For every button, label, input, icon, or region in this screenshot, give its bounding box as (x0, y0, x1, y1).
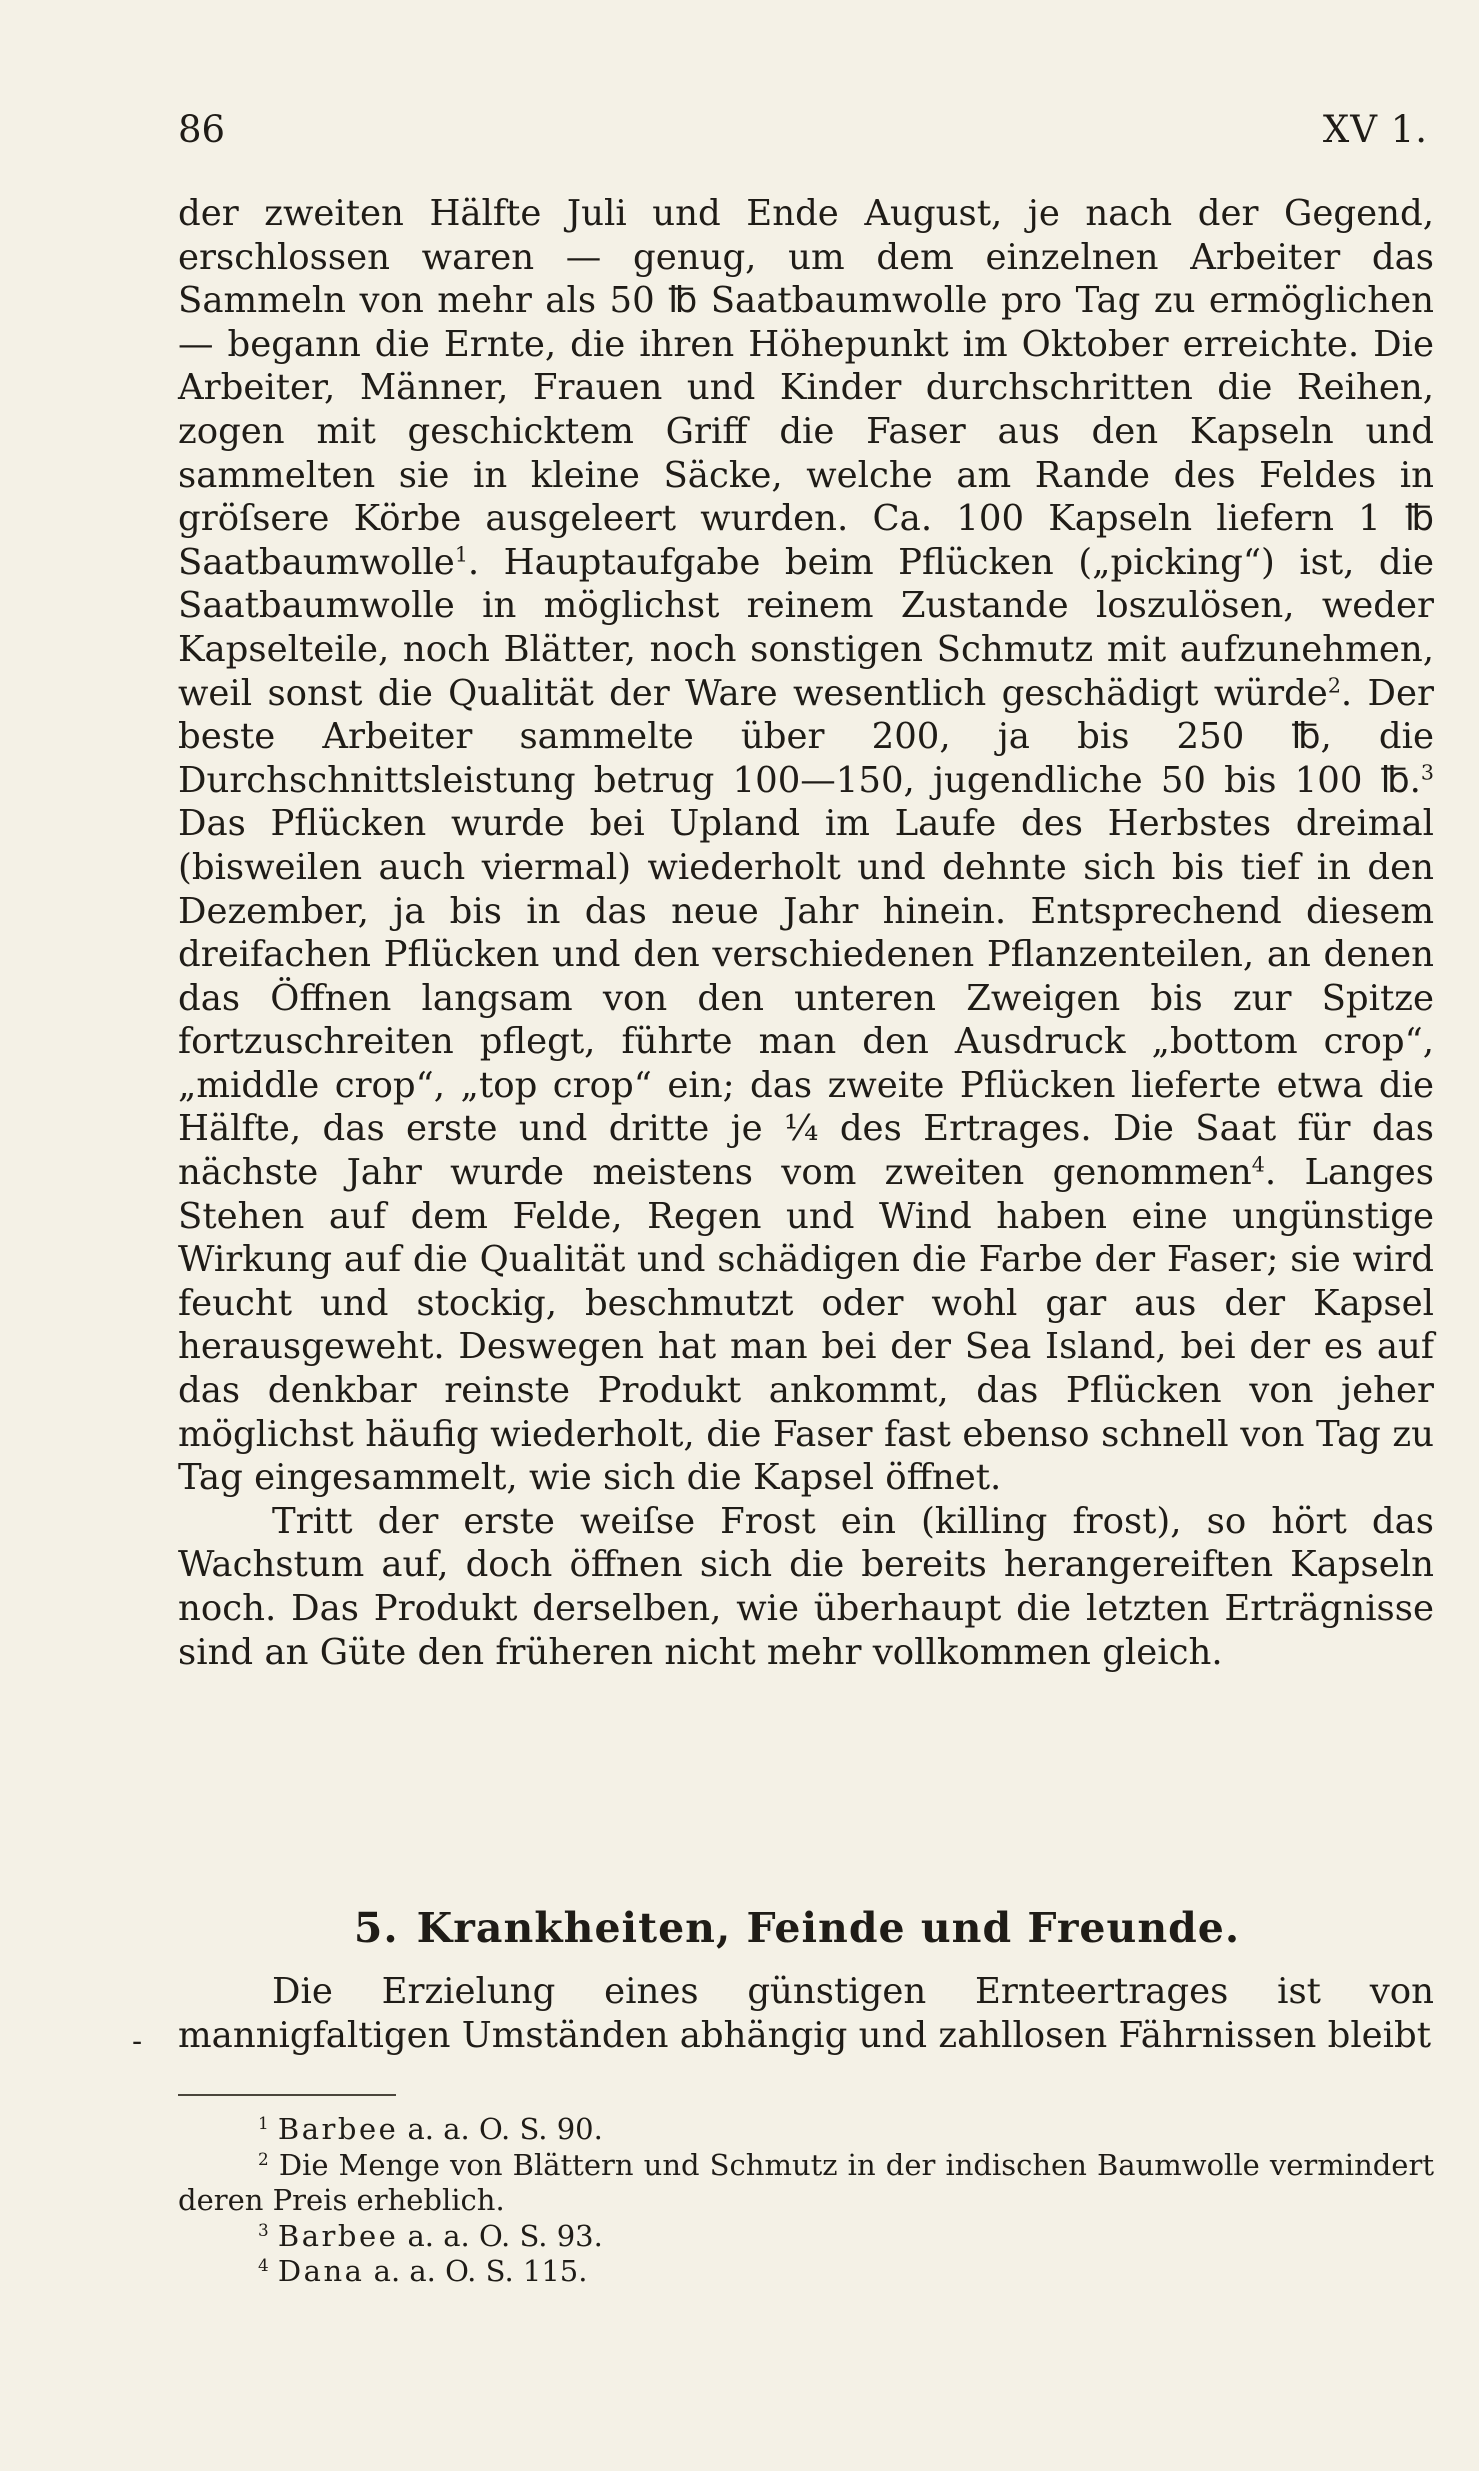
footnote-1: $^1$ Barbee a. a. O. S. 90. (258, 2112, 603, 2146)
page-number: 86 (178, 108, 226, 151)
footnote-ref-1: 1 (454, 542, 468, 567)
paragraph-2: Tritt der erste weiſse Frost ein (killing frost), so hört das Wachstum auf, doch öffnen sich die bereits herangereiften Kapseln noch. Das Produkt derselben, wie überhaupt die letzten Erträgnisse sind an Güte den früheren nicht mehr vollkommen gleich. (178, 1500, 1434, 1673)
footnote-ref-3: 3 (1420, 760, 1434, 785)
footnote-4: $^4$ Dana a. a. O. S. 115. (258, 2254, 588, 2288)
footnote-3: $^3$ Barbee a. a. O. S. 93. (258, 2218, 603, 2253)
section-text (178, 1970, 1434, 2057)
margin-mark: - (132, 2024, 143, 2059)
page-header (178, 108, 1428, 158)
footnote-2: $^2$ Die Menge von Blättern und Schmutz in der indischen Baumwolle vermindert deren Preis erheblich. (178, 2147, 1434, 2217)
section-number: 5. (353, 1904, 399, 1952)
footnotes (178, 2112, 1434, 2290)
paragraph-1: der zweiten Hälfte Juli und Ende August, je nach der Gegend, erschlossen waren — genug, um dem einzelnen Arbeiter das Sammeln von mehr als 50 ℔ Saatbaumwolle pro Tag zu ermöglichen — begann die Ernte, die ihren Höhepunkt im Oktober erreichte. Die Arbeiter, Männer, Frauen und Kinder durchschritten die Reihen, zogen mit geschicktem Griff die Faser aus den Kapseln und sammelten sie in kleine Säcke, welche am Rande des Feldes in gröſsere Körbe ausgeleert wurden. Ca. 100 Kapseln liefern 1 ℔ Saatbaumwolle$^1$. Hauptaufgabe beim Pflücken („picking“) ist, die Saatbaumwolle in möglichst reinem Zustande loszulösen, weder Kapselteile, noch Blätter, noch sonstigen Schmutz mit aufzunehmen, weil sonst die Qualität der Ware wesentlich geschädigt würde$^2$. Der beste Arbeiter sammelte über 200, ja bis 250 ℔, die Durchschnittsleistung betrug 100—150, jugendliche 50 bis 100 ℔.$^3$ Das Pflücken wurde bei Upland im Laufe des Herbstes dreimal (bisweilen auch viermal) wiederholt und dehnte sich bis tief in den Dezember, ja bis in das neue Jahr hinein. Entsprechend diesem dreifachen Pflücken und den verschiedenen Pflanzenteilen, an denen das Öffnen langsam von den unteren Zweigen bis zur Spitze fortzuschreiten pflegt, führte man den Ausdruck „bottom crop“, „middle crop“, „top crop“ ein; das zweite Pflücken lieferte etwa die Hälfte, das erste und dritte je ¼ des Ertrages. Die Saat für das nächste Jahr wurde meistens vom zweiten genommen$^4$. Langes Stehen auf dem Felde, Regen und Wind haben eine ungünstige Wirkung auf die Qualität und schädigen die Farbe der Faser; sie wird feucht und stockig, beschmutzt oder wohl gar aus der Kapsel herausgeweht. Deswegen hat man bei der Sea Island, bei der es auf das denkbar reinste Produkt ankommt, das Pflücken von jeher möglichst häufig wiederholt, die Faser fast ebenso schnell von Tag zu Tag eingesammelt, wie sich die Kapsel öffnet. (178, 193, 1435, 1499)
section-heading (178, 1904, 1434, 1952)
main-text (178, 192, 1434, 1674)
section-title-text: Krankheiten, Feinde und Freunde. (416, 1904, 1241, 1952)
paragraph-3: Die Erzielung eines günstigen Ernteertrages ist von mannigfaltigen Umständen abhängig und zahllosen Fährnissen bleibt (178, 1971, 1434, 2056)
running-head: XV 1. (1322, 108, 1428, 151)
footnote-ref-2: 2 (1327, 673, 1341, 698)
footnote-ref-4: 4 (1251, 1152, 1265, 1177)
footnote-rule (178, 2094, 396, 2096)
